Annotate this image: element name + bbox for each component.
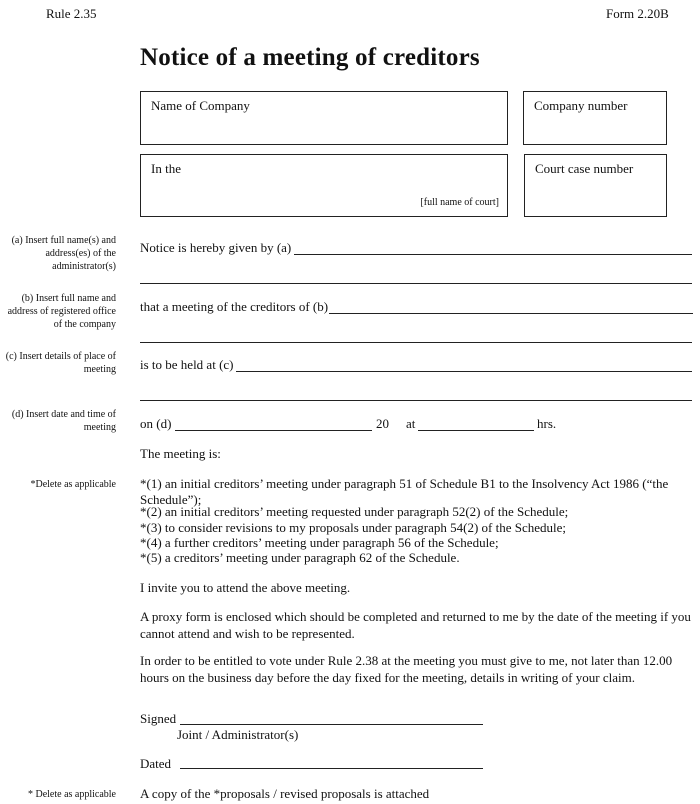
held-at-label: is to be held at (c) [140, 357, 234, 372]
signer-role: Joint / Administrator(s) [177, 727, 299, 742]
year-label: 20 [376, 416, 389, 431]
company-number-label: Company number [534, 98, 628, 113]
proposal-5: *(5) a creditors’ meeting under paragraph 62 of the Schedule. [140, 550, 460, 565]
note-a: (a) Insert full name(s) and address(es) of the administrator(s) [11, 235, 116, 272]
on-label: on (d) [140, 416, 172, 431]
rule-number: Rule 2.35 [46, 6, 97, 21]
place-input-line[interactable] [236, 371, 692, 372]
court-hint: [full name of court] [420, 197, 499, 208]
proxy-text: A proxy form is enclosed which should be completed and returned to me by the date of the meeting if you cannot attend and wish to be represented. [140, 609, 691, 641]
company-number-box[interactable] [523, 91, 667, 145]
copy-attached-text: A copy of the *proposals / revised proposals is attached [140, 786, 430, 801]
court-box[interactable] [140, 154, 508, 217]
note-c: (c) Insert details of place of meeting [5, 351, 116, 375]
company-name-label: Name of Company [151, 98, 250, 113]
meeting-is-label: The meeting is: [140, 446, 221, 461]
form-number: Form 2.20B [606, 6, 669, 21]
company-name-box[interactable] [140, 91, 508, 145]
invite-text: I invite you to attend the above meeting. [140, 580, 351, 595]
proposal-1: *(1) an initial creditors’ meeting under paragraph 51 of Schedule B1 to the Insolvency Act 1986 (“the Schedule”); [140, 476, 669, 507]
hrs-label: hrs. [537, 416, 557, 431]
proposal-4: *(4) a further creditors’ meeting under paragraph 56 of the Schedule; [140, 535, 499, 550]
court-case-number-label: Court case number [535, 161, 634, 176]
given-by-label: Notice is hereby given by (a) [140, 240, 292, 255]
court-case-number-box[interactable] [524, 154, 667, 217]
note-b: (b) Insert full name and address of registered office of the company [7, 293, 116, 330]
dated-label: Dated [140, 756, 172, 771]
at-label: at [406, 416, 416, 431]
company-input-line-2[interactable] [140, 342, 692, 343]
page-title: Notice of a meeting of creditors [140, 44, 480, 71]
signed-label: Signed [140, 711, 177, 726]
note-delete-1: *Delete as applicable [30, 479, 116, 490]
administrator-input-line-2[interactable] [140, 283, 692, 284]
proposal-2: *(2) an initial creditors’ meeting requested under paragraph 52(2) of the Schedule; [140, 504, 569, 519]
court-label: In the [151, 161, 181, 176]
proposal-3: *(3) to consider revisions to my proposals under paragraph 54(2) of the Schedule; [140, 520, 567, 535]
note-delete-2: * Delete as applicable [27, 789, 116, 800]
signature-line[interactable] [180, 724, 483, 725]
meeting-of-label: that a meeting of the creditors of (b) [140, 299, 329, 314]
vote-text: In order to be entitled to vote under Rule 2.38 at the meeting you must give to me, not later than 12.00 hours on the business day before the day fixed for the meeting, details in writing of your claim. [140, 653, 673, 685]
date-input-line[interactable] [175, 430, 372, 431]
note-d: (d) Insert date and time of meeting [11, 409, 116, 433]
date-signed-line[interactable] [180, 768, 483, 769]
place-input-line-2[interactable] [140, 400, 692, 401]
company-input-line[interactable] [329, 313, 693, 314]
administrator-input-line[interactable] [294, 254, 692, 255]
time-input-line[interactable] [418, 430, 534, 431]
